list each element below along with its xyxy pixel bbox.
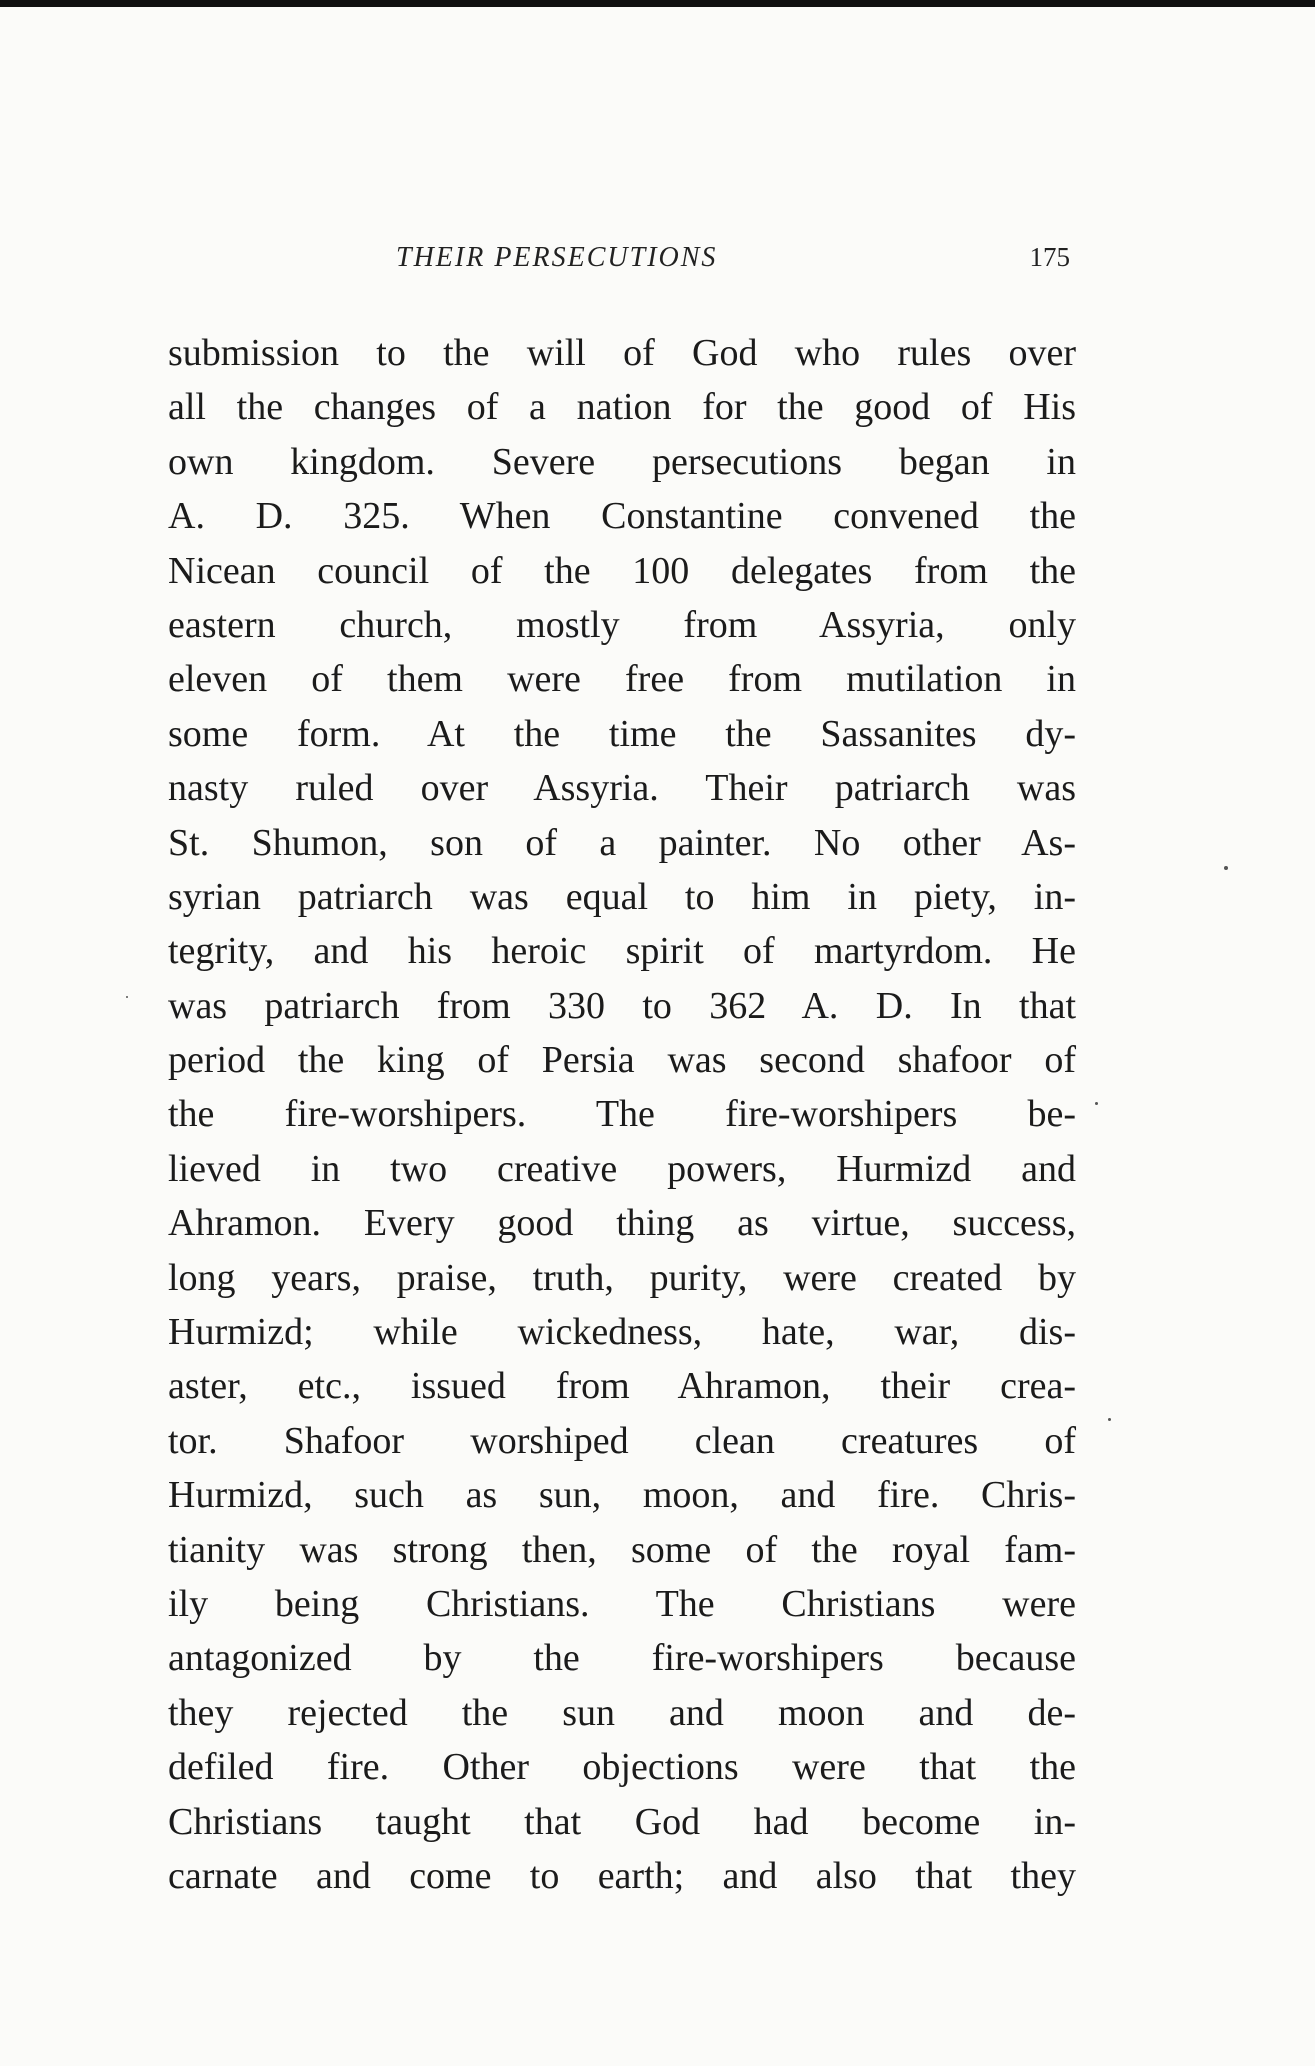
text-line: ily being Christians. The Christians were bbox=[168, 1582, 1076, 1625]
text-line: Hurmizd; while wickedness, hate, war, dis- bbox=[168, 1311, 1076, 1354]
text-line: carnate and come to earth; and also that they bbox=[168, 1854, 1076, 1897]
text-line: Hurmizd, such as sun, moon, and fire. Chris- bbox=[168, 1474, 1076, 1517]
text-line: submission to the will of God who rules over bbox=[168, 332, 1076, 374]
text-line: lieved in two creative powers, Hurmizd and bbox=[168, 1147, 1076, 1190]
text-line: period the king of Persia was second shafoor of bbox=[168, 1039, 1076, 1082]
text-line: was patriarch from 330 to 362 A. D. In that bbox=[168, 984, 1076, 1027]
text-line: A. D. 325. When Constantine convened the bbox=[168, 495, 1076, 538]
body-text bbox=[168, 326, 1076, 1903]
text-line: nasty ruled over Assyria. Their patriarch was bbox=[168, 767, 1076, 810]
text-line: they rejected the sun and moon and de- bbox=[168, 1691, 1076, 1734]
text-line: the fire-worshipers. The fire-worshipers be- bbox=[168, 1093, 1076, 1136]
text-line: aster, etc., issued from Ahramon, their crea- bbox=[168, 1365, 1076, 1408]
page-top-edge bbox=[0, 0, 1315, 7]
text-line: Ahramon. Every good thing as virtue, success, bbox=[168, 1202, 1076, 1245]
text-line: Christians taught that God had become in- bbox=[168, 1800, 1076, 1843]
text-line: antagonized by the fire-worshipers because bbox=[168, 1637, 1076, 1680]
text-line: all the changes of a nation for the good of His bbox=[168, 386, 1076, 429]
paper-speck bbox=[1108, 1418, 1111, 1421]
text-line: St. Shumon, son of a painter. No other As- bbox=[168, 821, 1076, 864]
text-line: own kingdom. Severe persecutions began in bbox=[168, 440, 1076, 483]
text-line: tor. Shafoor worshiped clean creatures of bbox=[168, 1419, 1076, 1462]
running-head: THEIR PERSECUTIONS bbox=[396, 242, 718, 273]
text-line: eleven of them were free from mutilation in bbox=[168, 658, 1076, 701]
text-line: syrian patriarch was equal to him in piety, in- bbox=[168, 875, 1076, 918]
page-number: 175 bbox=[1029, 242, 1070, 272]
paper-speck bbox=[1095, 1102, 1098, 1105]
text-line: some form. At the time the Sassanites dy- bbox=[168, 712, 1076, 755]
paper-speck bbox=[126, 996, 128, 998]
text-line: defiled fire. Other objections were that the bbox=[168, 1746, 1076, 1789]
text-line: tianity was strong then, some of the royal fam- bbox=[168, 1528, 1076, 1571]
page-header bbox=[170, 242, 1070, 282]
text-line: long years, praise, truth, purity, were created by bbox=[168, 1256, 1076, 1299]
text-line: tegrity, and his heroic spirit of martyrdom. He bbox=[168, 930, 1076, 973]
text-line: eastern church, mostly from Assyria, only bbox=[168, 603, 1076, 646]
text-line: Nicean council of the 100 delegates from the bbox=[168, 549, 1076, 592]
paper-speck bbox=[1224, 866, 1228, 870]
